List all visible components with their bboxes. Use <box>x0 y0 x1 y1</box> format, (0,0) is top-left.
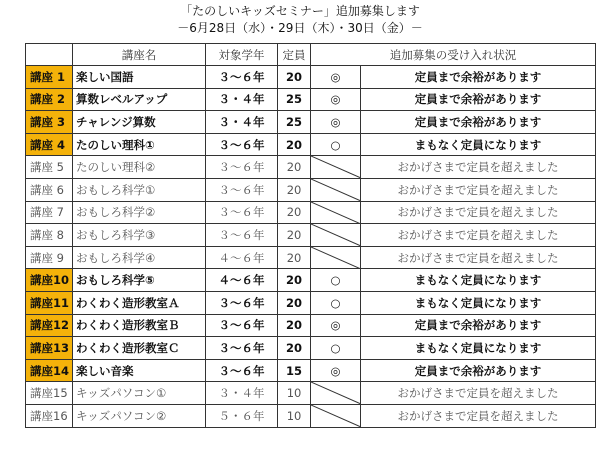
availability-mark: ◎ <box>311 111 361 134</box>
capacity: 10 <box>278 382 311 405</box>
course-id: 講座13 <box>26 337 73 360</box>
target-grade: ３～６年 <box>206 156 278 179</box>
course-id: 講座12 <box>26 314 73 337</box>
course-id: 講座16 <box>26 404 73 427</box>
target-grade: ３・４年 <box>206 111 278 134</box>
course-name: おもしろ科学① <box>73 178 206 201</box>
target-grade: ３～６年 <box>206 201 278 224</box>
availability-mark: ◎ <box>311 66 361 89</box>
status-text: 定員まで余裕があります <box>361 88 596 111</box>
availability-mark: ○ <box>311 133 361 156</box>
target-grade: ３～６年 <box>206 66 278 89</box>
capacity: 20 <box>278 178 311 201</box>
table-row <box>26 291 596 314</box>
course-name: たのしい理科① <box>73 133 206 156</box>
table-row <box>26 111 596 134</box>
capacity: 15 <box>278 359 311 382</box>
table-row <box>26 88 596 111</box>
capacity: 20 <box>278 133 311 156</box>
table-row <box>26 382 596 405</box>
capacity: 20 <box>278 269 311 292</box>
status-text: おかげさまで定員を超えました <box>361 224 596 247</box>
availability-mark: ◎ <box>311 359 361 382</box>
availability-mark <box>311 404 361 427</box>
status-text: 定員まで余裕があります <box>361 314 596 337</box>
target-grade: ３～６年 <box>206 359 278 382</box>
capacity: 20 <box>278 314 311 337</box>
table-body <box>26 66 596 428</box>
course-id: 講座 4 <box>26 133 73 156</box>
availability-mark <box>311 224 361 247</box>
status-text: まもなく定員になります <box>361 337 596 360</box>
target-grade: ４～６年 <box>206 246 278 269</box>
status-text: おかげさまで定員を超えました <box>361 382 596 405</box>
status-text: おかげさまで定員を超えました <box>361 404 596 427</box>
course-name: わくわく造形教室Ａ <box>73 291 206 314</box>
course-id: 講座 6 <box>26 178 73 201</box>
availability-mark <box>311 156 361 179</box>
availability-mark: ○ <box>311 337 361 360</box>
target-grade: ３・４年 <box>206 382 278 405</box>
capacity: 20 <box>278 201 311 224</box>
target-grade: ３～６年 <box>206 291 278 314</box>
availability-mark <box>311 246 361 269</box>
course-id: 講座 2 <box>26 88 73 111</box>
availability-mark <box>311 201 361 224</box>
status-text: おかげさまで定員を超えました <box>361 201 596 224</box>
availability-mark: ○ <box>311 291 361 314</box>
course-id: 講座 7 <box>26 201 73 224</box>
seminar-table <box>25 43 596 428</box>
course-name: おもしろ科学③ <box>73 224 206 247</box>
status-text: まもなく定員になります <box>361 291 596 314</box>
course-id: 講座 8 <box>26 224 73 247</box>
table-row <box>26 337 596 360</box>
header-course-name: 講座名 <box>73 44 206 66</box>
course-name: キッズパソコン① <box>73 382 206 405</box>
header-id <box>26 44 73 66</box>
course-name: おもしろ科学④ <box>73 246 206 269</box>
target-grade: ３～６年 <box>206 178 278 201</box>
target-grade: ３・４年 <box>206 88 278 111</box>
slash-mark <box>311 179 360 201</box>
capacity: 10 <box>278 404 311 427</box>
capacity: 20 <box>278 156 311 179</box>
course-name: わくわく造形教室Ｃ <box>73 337 206 360</box>
course-name: おもしろ科学② <box>73 201 206 224</box>
course-name: おもしろ科学⑤ <box>73 269 206 292</box>
course-name: わくわく造形教室Ｂ <box>73 314 206 337</box>
status-text: 定員まで余裕があります <box>361 359 596 382</box>
course-id: 講座11 <box>26 291 73 314</box>
course-name: チャレンジ算数 <box>73 111 206 134</box>
course-id: 講座 1 <box>26 66 73 89</box>
course-id: 講座15 <box>26 382 73 405</box>
table-row <box>26 133 596 156</box>
header-capacity: 定員 <box>278 44 311 66</box>
slash-mark <box>311 247 360 269</box>
slash-mark <box>311 202 360 224</box>
table-row <box>26 246 596 269</box>
target-grade: ３～６年 <box>206 314 278 337</box>
course-name: 楽しい音楽 <box>73 359 206 382</box>
capacity: 20 <box>278 337 311 360</box>
availability-mark <box>311 178 361 201</box>
capacity: 20 <box>278 246 311 269</box>
target-grade: ３～６年 <box>206 133 278 156</box>
availability-mark: ◎ <box>311 88 361 111</box>
table-row <box>26 156 596 179</box>
course-name: キッズパソコン② <box>73 404 206 427</box>
status-text: おかげさまで定員を超えました <box>361 156 596 179</box>
slash-mark <box>311 224 360 246</box>
table-row <box>26 404 596 427</box>
table-row <box>26 178 596 201</box>
capacity: 20 <box>278 224 311 247</box>
slash-mark <box>311 405 360 427</box>
course-id: 講座 9 <box>26 246 73 269</box>
page-title: 「たのしいキッズセミナー」追加募集します <box>180 4 420 18</box>
capacity: 25 <box>278 88 311 111</box>
table-header-row <box>26 44 596 66</box>
slash-mark <box>311 156 360 178</box>
table-row <box>26 224 596 247</box>
table-row <box>26 359 596 382</box>
status-text: まもなく定員になります <box>361 269 596 292</box>
status-text: 定員まで余裕があります <box>361 66 596 89</box>
target-grade: ５・６年 <box>206 404 278 427</box>
availability-mark <box>311 382 361 405</box>
target-grade: ３～６年 <box>206 224 278 247</box>
slash-mark <box>311 382 360 404</box>
target-grade: ３～６年 <box>206 337 278 360</box>
course-id: 講座14 <box>26 359 73 382</box>
course-name: 楽しい国語 <box>73 66 206 89</box>
status-text: 定員まで余裕があります <box>361 111 596 134</box>
course-name: たのしい理科② <box>73 156 206 179</box>
availability-mark: ○ <box>311 269 361 292</box>
availability-mark: ◎ <box>311 314 361 337</box>
capacity: 20 <box>278 291 311 314</box>
status-text: まもなく定員になります <box>361 133 596 156</box>
table-row <box>26 66 596 89</box>
capacity: 25 <box>278 111 311 134</box>
target-grade: ４～６年 <box>206 269 278 292</box>
header-target-grade: 対象学年 <box>206 44 278 66</box>
table-row <box>26 269 596 292</box>
course-name: 算数レベルアップ <box>73 88 206 111</box>
course-id: 講座 5 <box>26 156 73 179</box>
table-row <box>26 314 596 337</box>
table-row <box>26 201 596 224</box>
course-id: 講座10 <box>26 269 73 292</box>
status-text: おかげさまで定員を超えました <box>361 178 596 201</box>
status-text: おかげさまで定員を超えました <box>361 246 596 269</box>
date-range: －6月28日（水）・29日（木）・30日（金）－ <box>177 21 423 35</box>
header-status: 追加募集の受け入れ状況 <box>311 44 596 66</box>
course-id: 講座 3 <box>26 111 73 134</box>
capacity: 20 <box>278 66 311 89</box>
